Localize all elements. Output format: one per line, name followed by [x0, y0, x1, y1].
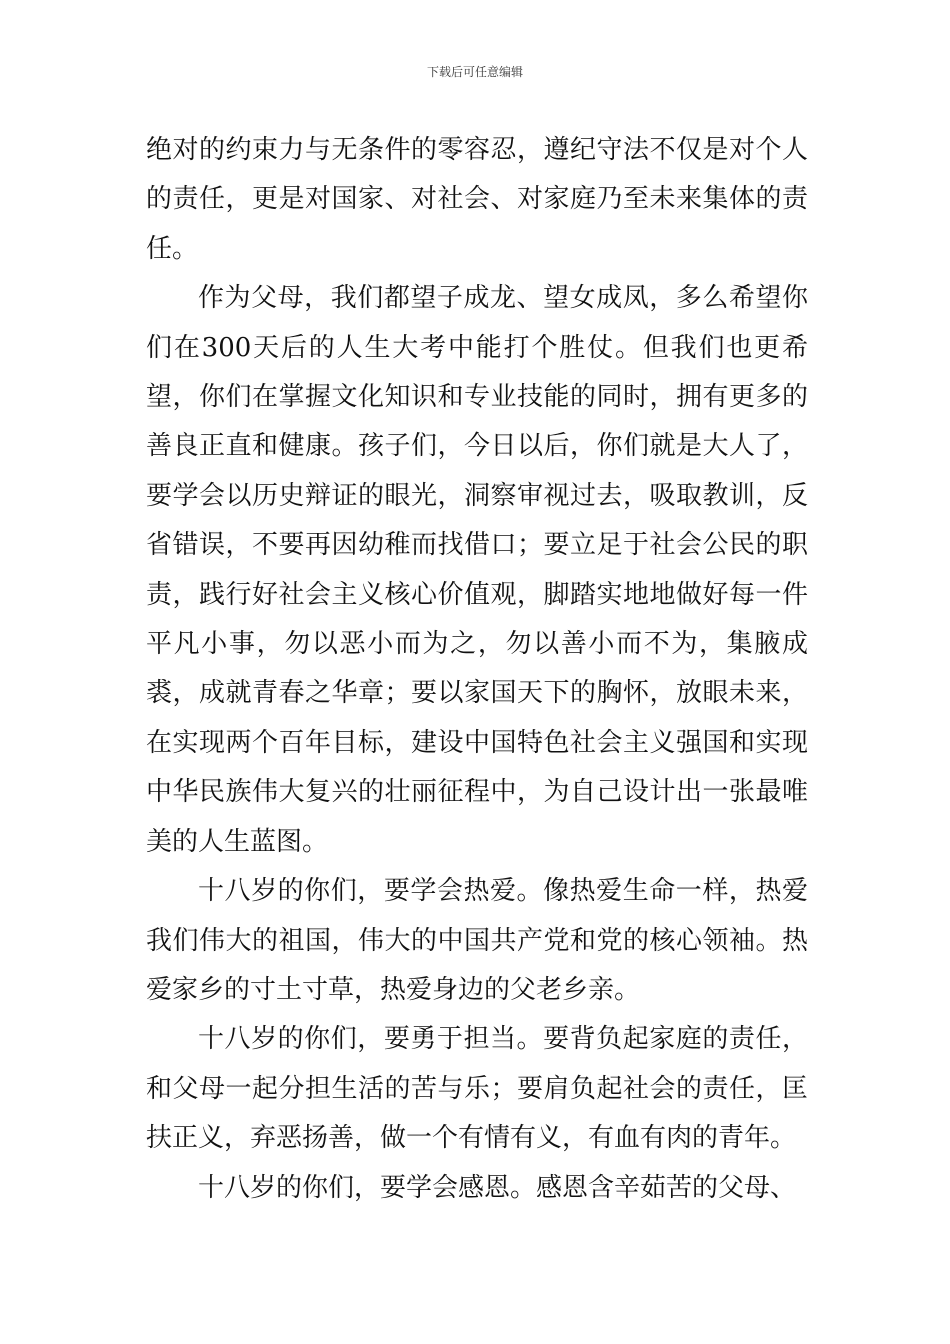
document-body	[146, 126, 808, 1213]
page-header: 下载后可任意编辑	[426, 65, 523, 79]
paragraph-5: 十八岁的你们，要学会感恩。感恩含辛茹苦的父母、	[198, 1172, 797, 1203]
paragraph-3: 十八岁的你们，要学会热爱。像热爱生命一样，热爱我们伟大的祖国，伟大的中国共产党和党的核心领袖。热爱家乡的寸土寸草，热爱身边的父老乡亲。	[146, 876, 808, 1005]
paragraph-2: 作为父母，我们都望子成龙、望女成凤，多么希望你们在300天后的人生大考中能打个胜仗。但我们也更希望，你们在掌握文化知识和专业技能的同时，拥有更多的善良正直和健康。孩子们，今日以后，你们就是大人了，要学会以历史辩证的眼光，洞察审视过去，吸取教训，反省错误，不要再因幼稚而找借口；要立足于社会公民的职责，践行好社会主义核心价值观，脚踏实地地做好每一件平凡小事，勿以恶小而为之，勿以善小而不为，集腋成裘，成就青春之华章；要以家国天下的胸怀，放眼未来，在实现两个百年目标，建设中国特色社会主义强国和实现中华民族伟大复兴的壮丽征程中，为自己设计出一张最唯美的人生蓝图。	[146, 283, 808, 857]
paragraph-4: 十八岁的你们，要勇于担当。要背负起家庭的责任，和父母一起分担生活的苦与乐；要肩负起社会的责任，匡扶正义，弃恶扬善，做一个有情有义，有血有肉的青年。	[146, 1024, 808, 1154]
paragraph-1: 绝对的约束力与无条件的零容忍，遵纪守法不仅是对个人的责任，更是对国家、对社会、对家庭乃至未来集体的责任。	[146, 135, 808, 264]
